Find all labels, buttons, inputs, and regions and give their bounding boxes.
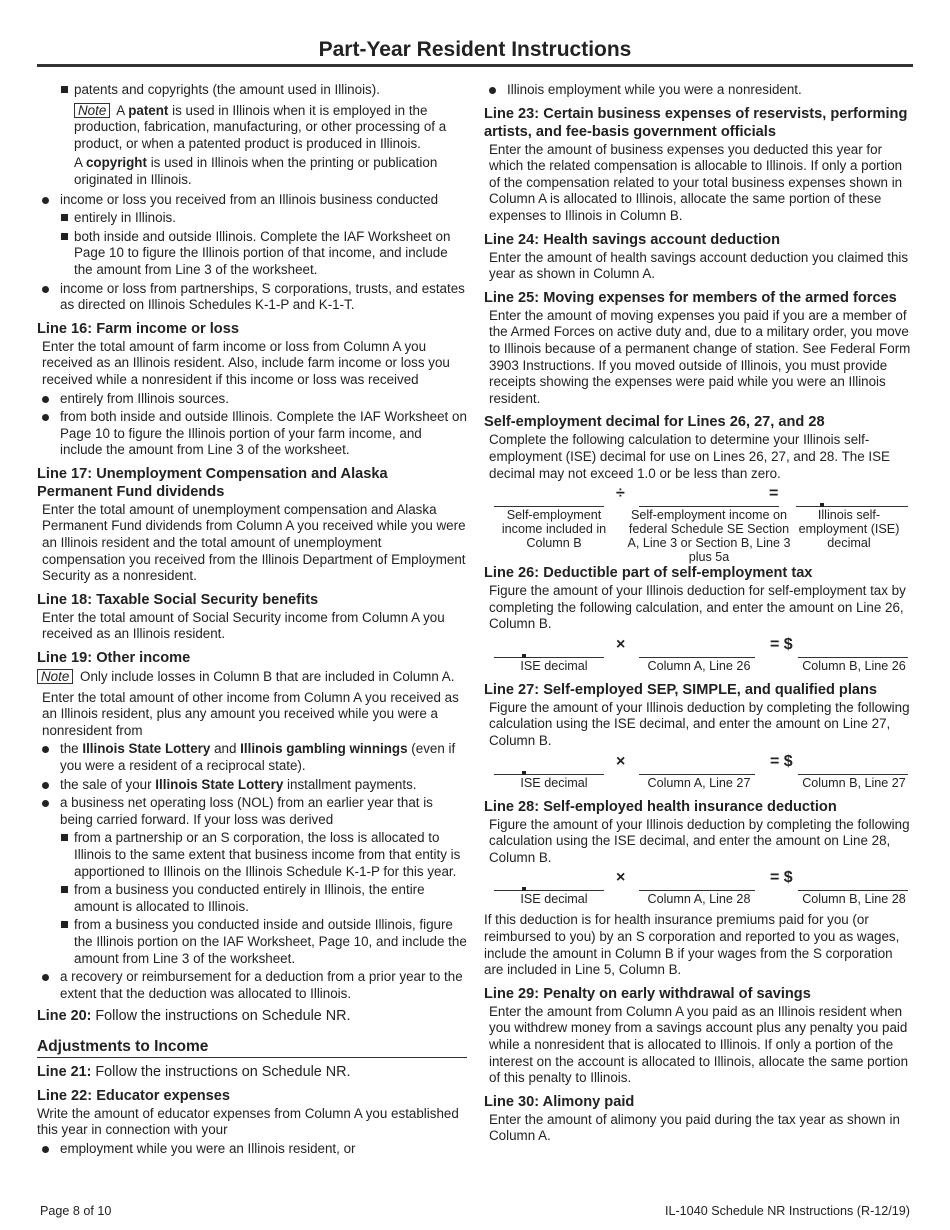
line26-slot-ise (494, 643, 604, 658)
equals-sign: = (769, 485, 779, 503)
line23-text: Enter the amount of business expenses you deducted this year for which the related compensation is allocable to Illinois. If only a portion of the compensation related to your total business expenses shown in Column A is allocated to Illinois, allocate the same portion of these expenses to Illinois in Column B. (489, 141, 903, 223)
line28-text-2: If this deduction is for health insurance premiums paid for you (or reimbursed to you) by an S corporation and reported to you as wages, include the amount in Column B if your wages from the S corporation are included in Line 5, Column B. (484, 912, 900, 978)
line19-text: Enter the total amount of other income from Column A you received as an Illinois resident, plus any amount you received while you were a nonresident from (42, 689, 459, 738)
line28-formula (484, 869, 914, 908)
ise-caption-2: Self-employment income on federal Schedule SE Section A, Line 3 or Section B, Line 3 plus 5a (627, 508, 791, 565)
line19-bullet-1 (37, 741, 467, 774)
line28-slot-colA (639, 876, 755, 891)
ise-heading: Self-employment decimal for Lines 26, 27, and 28 (484, 414, 825, 431)
sq-patents: patents and copyrights (the amount used in Illinois). (37, 82, 467, 99)
line27-text: Figure the amount of your Illinois deduction by completing the following calculation using the ISE decimal, and enter the amount on Line 27, Column B. (489, 699, 910, 749)
times-sign: × (616, 752, 626, 770)
line21-label: Line 21: (37, 1063, 92, 1080)
copyright-bold: copyright (85, 155, 147, 171)
ise-caption-3: Illinois self-employment (ISE) decimal (798, 508, 900, 551)
line29-heading: Line 29: Penalty on early withdrawal of savings (484, 985, 811, 1002)
l19b1-pre: the (60, 741, 79, 757)
copyright-text: is used in Illinois when the printing or publication originated in Illinois. (74, 155, 438, 187)
line19-bullet-2 (37, 777, 467, 794)
copyright-note (37, 155, 467, 188)
title-rule (37, 64, 913, 67)
line19-note-text: Only include losses in Column B that are included in Column A. (80, 669, 455, 685)
patent-note (37, 103, 467, 153)
footer-page-number: Page 8 of 10 (40, 1204, 112, 1218)
ise-caption-1: Self-employment income included in Column B (501, 508, 607, 551)
line28-slot-ise (494, 876, 604, 891)
adjustments-heading: Adjustments to Income (37, 1037, 467, 1058)
sq-both: both inside and outside Illinois. Complete the IAF Worksheet on Page 10 to figure the Illinois portion of that income, and include the amount from Line 3 of the worksheet. (37, 229, 467, 279)
line26-text: Figure the amount of your Illinois deduction for self-employment tax by completing the following calculation, and enter the amount on Line 26, Column B. (489, 583, 906, 632)
times-sign: × (616, 869, 626, 887)
line28-slot-colB (798, 876, 908, 891)
line28-heading: Line 28: Self-employed health insurance deduction (484, 798, 837, 815)
line30-heading: Line 30: Alimony paid (484, 1093, 635, 1110)
line24-text: Enter the amount of health savings account deduction you claimed this year as shown in Column A. (489, 249, 909, 282)
patent-note-pre: A (116, 102, 125, 118)
line22-bullet-2: Illinois employment while you were a nonresident. (484, 82, 914, 99)
divide-sign: ÷ (616, 485, 625, 503)
line17-text: Enter the total amount of unemployment compensation and Alaska Permanent Fund dividends from Column A you received while you were an Illinois resident and the total amount of unemployment compensation you received from the Illinois Department of Employment Security as a nonresident. (42, 501, 466, 584)
line22-bullet-1: employment while you were an Illinois resident, or (37, 1141, 467, 1158)
l19b2-bold: Illinois State Lottery (155, 776, 284, 792)
line28-caption-1: ISE decimal (520, 892, 588, 907)
equals-dollar: = $ (770, 635, 793, 653)
line16-text: Enter the total amount of farm income or loss from Column A you received as an Illinois resident. Also, include farm income or loss you received while a nonresident if this income or loss was received (42, 338, 450, 387)
equals-dollar: = $ (770, 869, 793, 887)
times-sign: × (616, 635, 626, 653)
line19-bullet-3: a business net operating loss (NOL) from an earlier year that is being carried forward. If your loss was derived (37, 795, 467, 828)
line26-slot-colB (798, 643, 908, 658)
right-column (484, 80, 914, 1145)
line19-sq-3: from a business you conducted inside and outside Illinois, figure the Illinois portion on the IAF Worksheet, Page 10, and include the amount from Line 3 of the worksheet. (37, 917, 467, 967)
patent-note-bold: patent (128, 102, 169, 118)
line16-bullet-2: from both inside and outside Illinois. Complete the IAF Worksheet on Page 10 to figure the Illinois portion of your farm income, and include the amount from Line 3 of the worksheet. (37, 409, 467, 459)
line19-sq-2: from a business you conducted entirely in Illinois, the entire amount is allocated to Illinois. (37, 882, 467, 915)
ise-text: Complete the following calculation to determine your Illinois self-employment (ISE) decimal for use on Lines 26, 27, and 28. The ISE decimal may not exceed 1.0 or be less than zero. (489, 432, 890, 481)
left-column (37, 80, 467, 1159)
ise-slot-2 (639, 492, 779, 507)
line23-heading: Line 23: Certain business expenses of reservists, performing artists, and fee-basis government officials (484, 105, 908, 140)
line19-heading: Line 19: Other income (37, 650, 191, 667)
line19-note (37, 669, 467, 686)
ise-slot-1 (494, 492, 604, 507)
l19b2-pre: the sale of your (60, 776, 152, 792)
page-title: Part-Year Resident Instructions (318, 38, 632, 61)
line20 (37, 1008, 467, 1025)
line26-formula (484, 635, 914, 675)
line27-caption-2: Column A, Line 27 (647, 775, 751, 790)
line21 (37, 1064, 467, 1081)
line19-bullet-4: a recovery or reimbursement for a deduction from a prior year to the extent that the deduction was allocated to Illinois. (37, 969, 467, 1002)
l19b2-post: installment payments. (287, 776, 417, 792)
l19b1-post: (even if you were a resident of a reciprocal state). (60, 741, 456, 773)
line22-heading: Line 22: Educator expenses (37, 1087, 231, 1104)
line20-text: Follow the instructions on Schedule NR. (95, 1008, 351, 1025)
line26-caption-1: ISE decimal (520, 658, 588, 673)
l19b1-bold2: Illinois gambling winnings (240, 741, 408, 757)
line27-caption-1: ISE decimal (520, 775, 588, 790)
l19b1-mid: and (214, 741, 237, 757)
line16-bullet-1: entirely from Illinois sources. (37, 391, 467, 408)
bullet-business: income or loss you received from an Illinois business conducted (37, 192, 467, 209)
line27-slot-colA (639, 760, 755, 775)
bullet-partnerships: income or loss from partnerships, S corporations, trusts, and estates as directed on Illinois Schedules K-1-P and K-1-T. (37, 281, 467, 314)
line27-formula (484, 752, 914, 792)
line28-caption-3: Column B, Line 28 (802, 892, 906, 907)
patent-note-text: is used in Illinois when it is employed in the production, fabrication, manufacturing, or other processing of a product, or when a patented product is produced in Illinois. (74, 102, 447, 151)
note-label: Note (74, 103, 110, 118)
line29-text: Enter the amount from Column A you paid as an Illinois resident when you withdrew money from a savings account plus any penalty you paid while a nonresident that is allocated to Illinois. If only a portion of the interest on the account is allocated to Illinois, allocate the same portion of this penalty to Illinois. (489, 1003, 909, 1086)
line26-heading: Line 26: Deductible part of self-employment tax (484, 565, 813, 582)
line26-slot-colA (639, 643, 755, 658)
line30-text: Enter the amount of alimony you paid during the tax year as shown in Column A. (489, 1111, 900, 1144)
note-label: Note (37, 669, 73, 684)
line19-sq-1: from a partnership or an S corporation, the loss is allocated to Illinois to the same extent that business income from that entity is apportioned to Illinois on the Illinois Schedule K-1-P for this year. (37, 830, 467, 880)
footer-form-id: IL-1040 Schedule NR Instructions (R-12/19) (664, 1204, 910, 1218)
line26-caption-2: Column A, Line 26 (647, 658, 751, 673)
line27-slot-colB (798, 760, 908, 775)
line18-heading: Line 18: Taxable Social Security benefits (37, 591, 319, 608)
equals-dollar: = $ (770, 752, 793, 770)
line21-text: Follow the instructions on Schedule NR. (95, 1063, 351, 1080)
line17-heading: Line 17: Unemployment Compensation and Alaska Permanent Fund dividends (37, 465, 388, 500)
line18-text: Enter the total amount of Social Security income from Column A you received as an Illinois resident. (42, 609, 445, 642)
line26-caption-3: Column B, Line 26 (802, 658, 906, 673)
line25-text: Enter the amount of moving expenses you paid if you are a member of the Armed Forces on active duty and, due to a military order, you move to Illinois because of a permanent change of station. See Federal Form 3903 Instructions. If you moved outside of Illinois, you must provide receipts showing the expenses were paid while you were an Illinois resident. (489, 307, 911, 406)
line27-slot-ise (494, 760, 604, 775)
line28-caption-2: Column A, Line 28 (647, 892, 751, 907)
line27-caption-3: Column B, Line 27 (802, 775, 906, 790)
sq-entirely: entirely in Illinois. (37, 210, 467, 227)
copyright-pre: A (74, 155, 83, 171)
line20-label: Line 20: (37, 1008, 92, 1025)
l19b1-bold1: Illinois State Lottery (82, 741, 211, 757)
line28-text: Figure the amount of your Illinois deduction by completing the following calculation using the ISE decimal, and enter the amount on Line 28, Column B. (489, 816, 910, 865)
line16-heading: Line 16: Farm income or loss (37, 320, 239, 337)
ise-formula (484, 485, 914, 565)
line25-heading: Line 25: Moving expenses for members of the armed forces (484, 289, 897, 306)
line24-heading: Line 24: Health savings account deduction (484, 231, 780, 248)
ise-slot-3 (796, 492, 908, 507)
line22-text: Write the amount of educator expenses from Column A you established this year in connection with your (37, 1105, 459, 1138)
line27-heading: Line 27: Self-employed SEP, SIMPLE, and qualified plans (484, 681, 878, 698)
